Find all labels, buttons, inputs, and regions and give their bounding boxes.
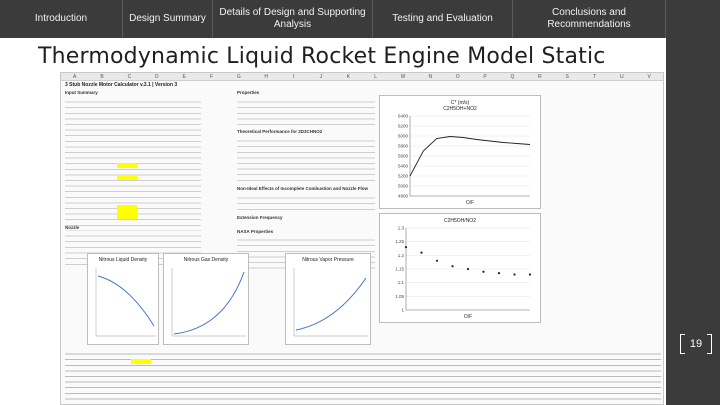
pressure-line [296,278,366,330]
cstar-chart [379,95,541,209]
column-header: E [182,74,186,80]
column-header: A [73,74,77,80]
data-point [405,246,407,248]
section-label: Nozzle [65,225,80,230]
tab-design-details[interactable]: Details of Design and Supporting Analysis [213,0,373,38]
top-nav [0,0,666,38]
properties-rows [237,97,375,127]
vapor-pressure-chart [285,253,371,345]
x-axis-label: O/F [465,200,475,206]
data-point [513,273,515,275]
y-tick-label: 5800 [397,143,408,149]
y-tick-label: 1.2 [397,252,404,258]
y-tick-label: 5600 [397,153,408,159]
highlight-cell [131,359,151,364]
column-header: F [209,74,213,80]
chart-title: Nitrous Liquid Density [98,257,148,263]
column-header: L [374,74,378,80]
column-header: J [319,74,323,80]
density-line [174,272,244,334]
section-label: Input Summary [65,90,98,95]
y-tick-label: 1.25 [395,239,404,245]
properties-section [237,90,259,96]
sheet-title: 3 Stub Nozzle Motor Calculator v.3.1 | Version 3 [65,82,178,88]
perf-section [237,129,322,135]
chart-title: Nitrous Vapor Pressure [302,257,354,263]
bottom-table [65,349,661,405]
column-header: C [127,74,132,80]
chart-title: C* (m/s) [450,100,470,106]
data-point [467,268,469,270]
tab-introduction[interactable]: Introduction [0,0,123,38]
column-header: P [483,74,487,80]
tab-testing[interactable]: Testing and Evaluation [373,0,513,38]
data-point [482,271,484,273]
perf-rows [237,136,375,184]
section-label: Non-Ideal Effects of Incomplete Combustion and Nozzle Flow [237,186,369,191]
tab-conclusions[interactable]: Conclusions and Recommendations [513,0,666,38]
y-tick-label: 1.05 [395,293,404,299]
data-point [451,265,453,267]
y-tick-label: 1 [401,307,404,313]
y-tick-label: 5000 [397,183,408,189]
column-header: N [428,74,433,80]
page-number: 19 [689,338,703,350]
data-point [420,252,422,254]
highlight-cell [117,163,137,168]
column-header: U [620,74,624,80]
y-tick-label: 4800 [397,193,408,199]
y-tick-label: 1.1 [397,280,404,286]
tab-design-summary[interactable]: Design Summary [123,0,213,38]
y-tick-label: 5400 [397,163,408,169]
highlight-cell [117,175,137,180]
x-axis-label: O/F [463,314,473,320]
y-tick-label: 1.15 [395,266,404,272]
spreadsheet-image [60,72,664,405]
ratio-plot [380,214,542,324]
column-header: G [236,74,241,80]
column-header: H [264,74,268,80]
cstar-plot [380,96,542,210]
section-label: NASA Properties [237,229,274,234]
nozzle-section [65,225,79,231]
input-block [65,90,185,96]
y-tick-label: 5200 [397,173,408,179]
column-header: I [292,74,295,80]
chart-title: Nitrous Gas Density [183,257,229,263]
section-label: Extension Frequency [237,215,283,220]
page-bracket-right [707,334,712,354]
column-header: Q [510,74,515,80]
density-line [98,276,154,326]
column-header: M [400,74,406,80]
y-tick-label: 6200 [397,123,408,129]
column-header: R [537,74,542,80]
nondim-section [237,186,368,192]
column-headers [61,73,663,81]
section-label: Properties [237,90,260,95]
liquid-density-chart [87,253,159,345]
data-point [498,272,500,274]
column-header: O [455,74,460,80]
y-tick-label: 6000 [397,133,408,139]
data-point [529,273,531,275]
column-header: S [565,74,569,80]
y-tick-label: 6400 [397,113,408,119]
column-header: B [100,74,104,80]
nasa-section [237,229,273,235]
chart-title: C2H5OH/NO2 [444,218,476,224]
y-tick-label: 1.3 [397,225,404,231]
nondim-rows [237,193,375,213]
gas-density-chart [163,253,249,345]
chart-subtitle: C2H5OH+NO2 [443,106,477,112]
column-header: T [592,74,597,80]
column-header: K [346,74,350,80]
ratio-chart [379,213,541,323]
column-header: V [647,74,651,80]
section-label: Theoretical Performance for 2D3CHNO2 [237,129,323,134]
highlight-cell [117,205,137,219]
column-header: D [154,74,159,80]
data-point [436,260,438,262]
design-section [237,215,283,221]
slide-title: Thermodynamic Liquid Rocket Engine Model Static [38,44,606,69]
